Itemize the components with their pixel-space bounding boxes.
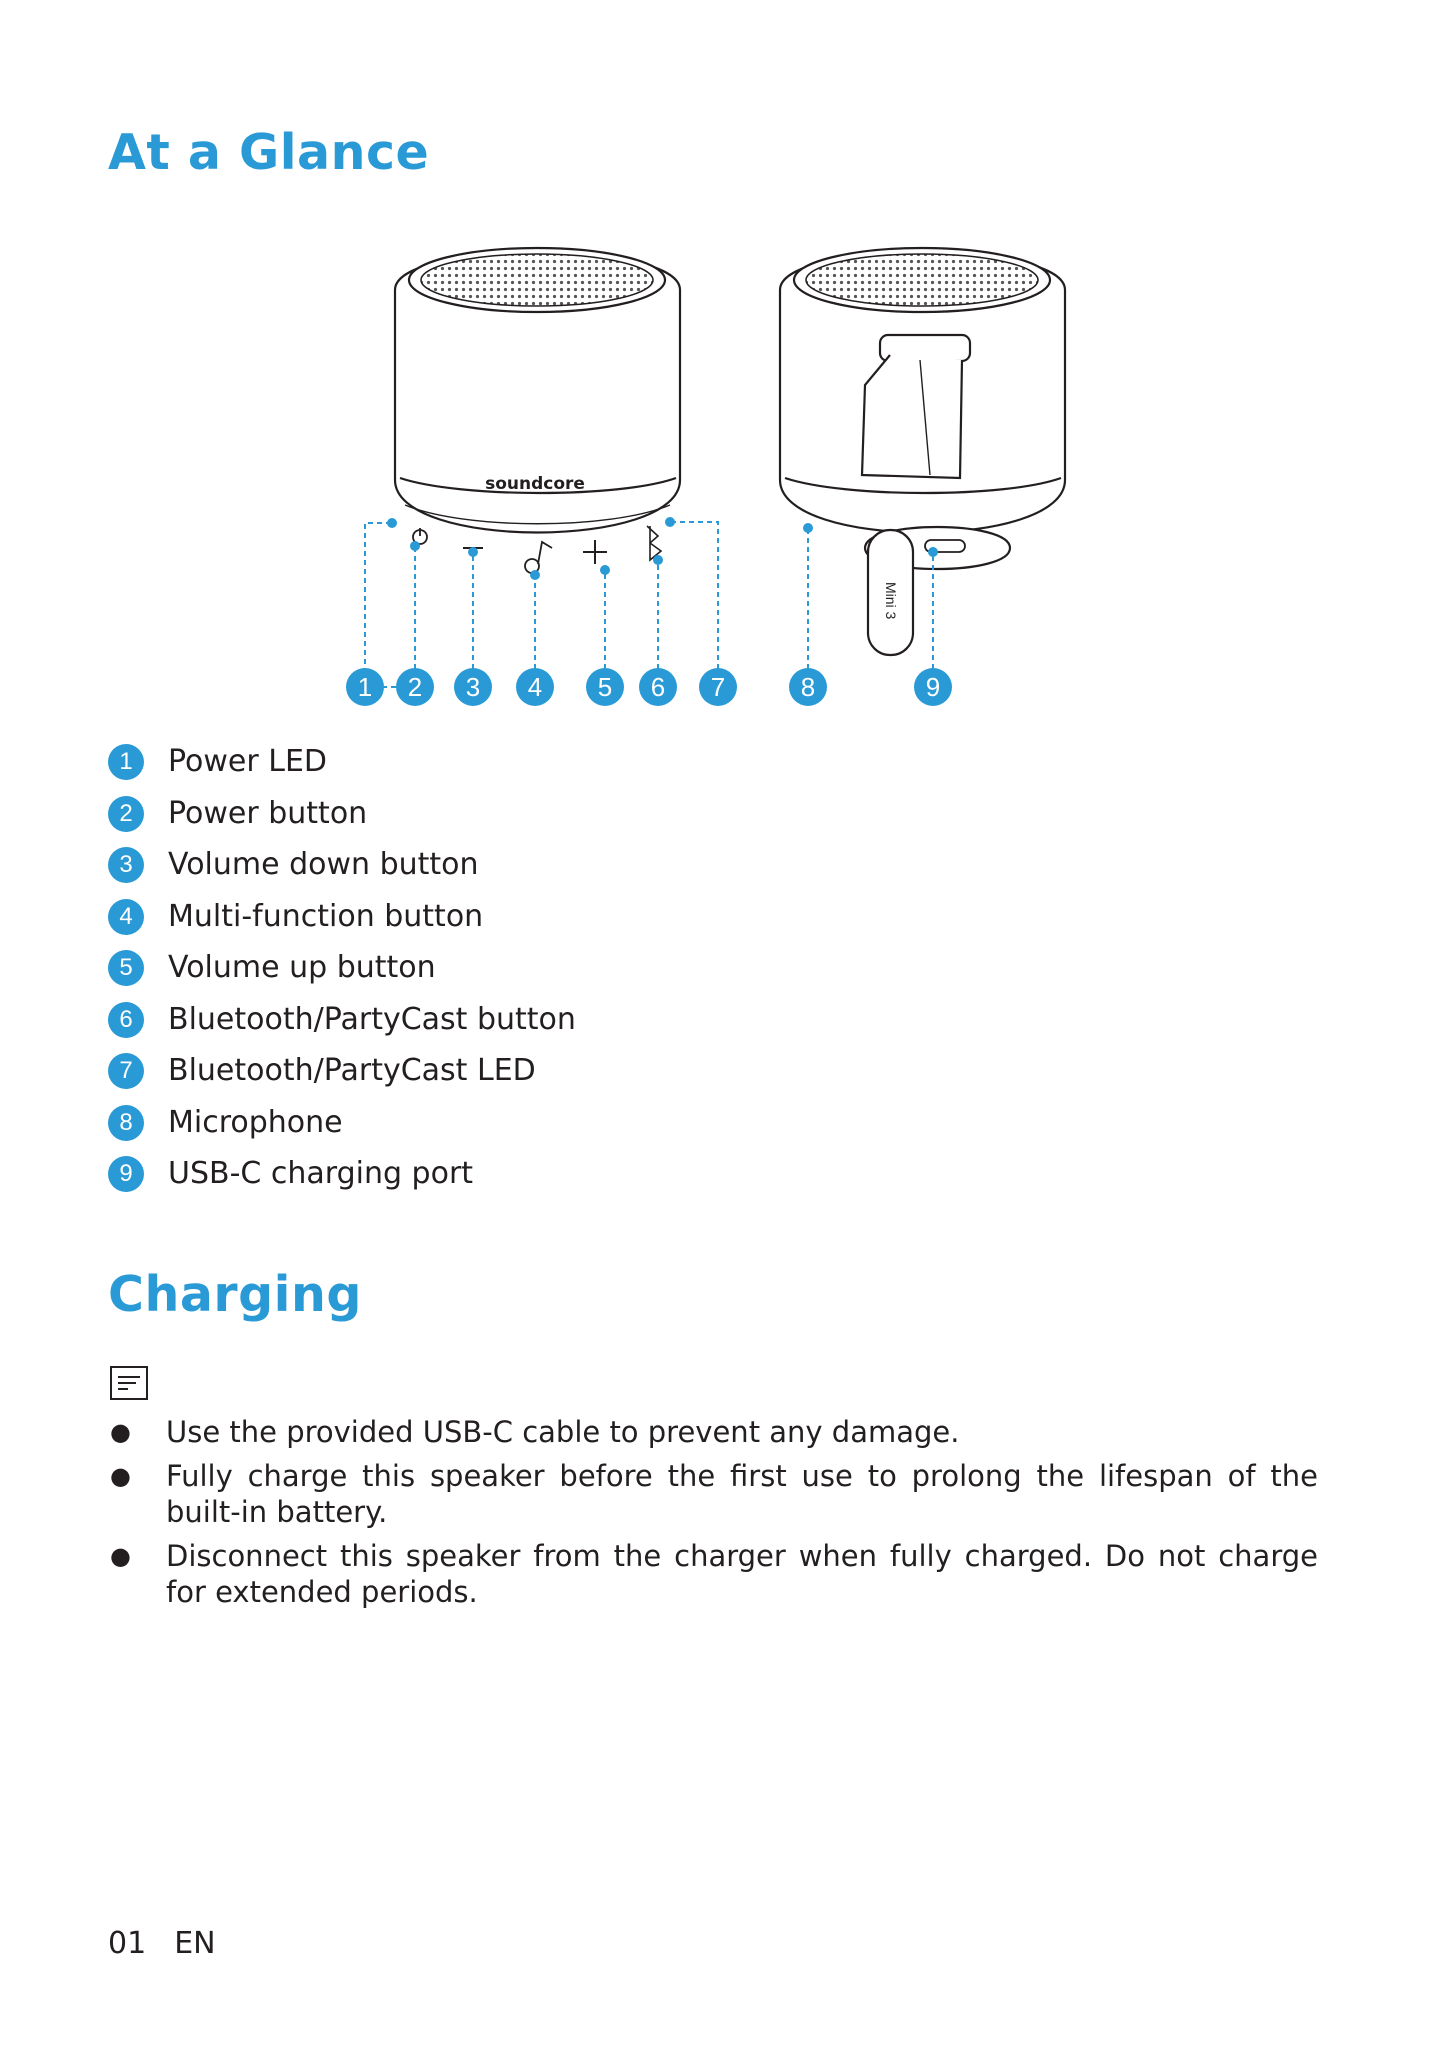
callout-badge-6 (639, 668, 677, 706)
legend-label: Microphone (168, 1104, 343, 1140)
charging-notes-list (108, 1414, 1318, 1618)
section-title-charging: Charging (108, 1266, 362, 1323)
bullet-icon: ● (110, 1418, 131, 1446)
legend-label: Power button (168, 795, 368, 831)
note-text: Use the provided USB-C cable to prevent any damage. (166, 1415, 960, 1449)
legend-label: Multi-function button (168, 898, 484, 934)
list-item (108, 1414, 1318, 1450)
svg-text:8: 8 (800, 672, 816, 702)
legend-label: USB-C charging port (168, 1156, 474, 1191)
svg-text:2: 2 (407, 672, 423, 702)
list-item (108, 1538, 1318, 1610)
language-code: EN (174, 1926, 216, 1961)
callout-badge-7 (699, 668, 737, 706)
speaker-diagram (320, 230, 1100, 730)
bullet-icon: ● (110, 1542, 131, 1570)
legend-number: 6 (108, 1002, 144, 1038)
legend-label: Bluetooth/PartyCast LED (168, 1053, 536, 1088)
callout-badge-2 (396, 668, 434, 706)
legend-number: 3 (108, 847, 144, 883)
callout-badge-4 (516, 668, 554, 706)
page-footer (108, 1926, 244, 1961)
speaker-model-label: Mini 3 (883, 582, 899, 620)
bullet-icon: ● (110, 1462, 131, 1490)
legend-number: 9 (108, 1156, 144, 1192)
legend-number: 8 (108, 1105, 144, 1141)
legend-label: Power LED (168, 744, 328, 779)
svg-text:3: 3 (465, 672, 481, 702)
legend-label: Volume down button (168, 847, 479, 882)
callout-leader-lines (365, 522, 933, 687)
callout-badge-1 (346, 668, 384, 706)
legend-number: 5 (108, 950, 144, 986)
note-text: Disconnect this speaker from the charger when fully charged. Do not charge for extended periods. (166, 1539, 1318, 1609)
note-icon (110, 1366, 148, 1400)
legend-label: Volume up button (168, 950, 436, 985)
section-title-at-a-glance: At a Glance (108, 124, 430, 181)
speaker-brand-label: soundcore (485, 474, 585, 494)
callout-badge-8 (789, 668, 827, 706)
svg-text:4: 4 (527, 672, 543, 702)
svg-text:1: 1 (357, 672, 373, 702)
legend-number: 1 (108, 744, 144, 780)
legend-number: 7 (108, 1053, 144, 1089)
callout-badge-5 (586, 668, 624, 706)
speaker-front-illustration (395, 248, 680, 573)
legend-number: 2 (108, 796, 144, 832)
svg-text:9: 9 (925, 672, 941, 702)
svg-text:5: 5 (597, 672, 613, 702)
svg-text:7: 7 (710, 672, 726, 702)
callout-badge-3 (454, 668, 492, 706)
legend-label: Bluetooth/PartyCast button (168, 1001, 576, 1037)
list-item (108, 1458, 1318, 1530)
note-text: Fully charge this speaker before the first use to prolong the lifespan of the built-in battery. (166, 1459, 1318, 1529)
callout-badge-9 (914, 668, 952, 706)
speaker-back-illustration (780, 248, 1065, 655)
legend-number: 4 (108, 899, 144, 935)
page-number: 01 (108, 1926, 147, 1961)
svg-text:6: 6 (650, 672, 666, 702)
